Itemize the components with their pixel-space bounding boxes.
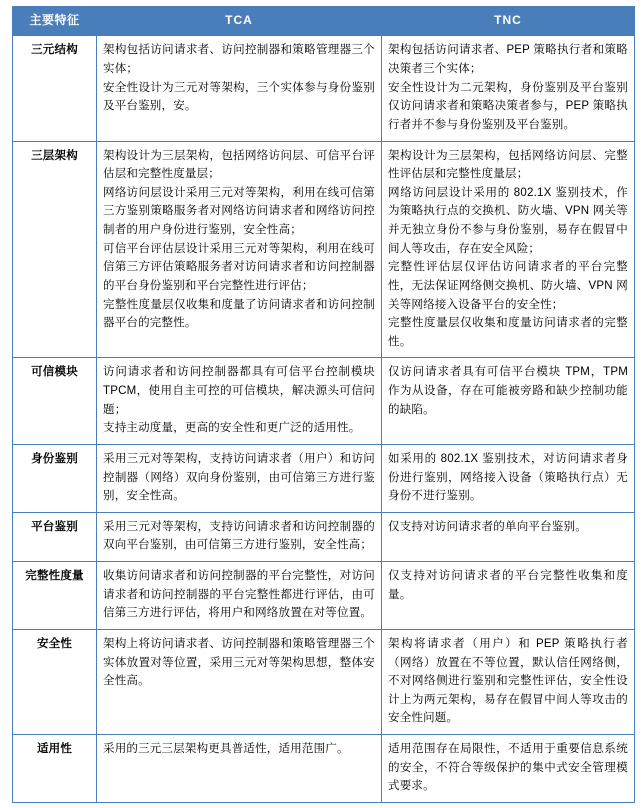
paragraph: 仅访问请求者具有可信平台模块 TPM，TPM 作为从设备，存在可能被旁路和缺少控制功能的缺陷。 <box>388 366 628 416</box>
column-header-tca: TCA <box>97 7 382 36</box>
paragraph: 仅支持对访问请求者的平台完整性收集和度量。 <box>388 570 628 601</box>
tnc-cell <box>382 141 635 358</box>
table-row <box>13 562 635 630</box>
tca-cell <box>97 141 382 358</box>
comparison-table-container <box>12 6 634 803</box>
paragraph: 安全性设计为三元对等架构，三个实体参与身份鉴别及平台鉴别，安。 <box>103 81 375 113</box>
tnc-cell <box>382 444 635 512</box>
paragraph: 完整性度量层仅收集和度量了访问请求者和访问控制器平台的完整性。 <box>103 298 375 330</box>
tca-cell <box>97 358 382 445</box>
feature-cell: 身份鉴别 <box>13 444 97 512</box>
paragraph: 架构上将访问请求者、访问控制器和策略管理器三个实体放置对等位置，采用三元对等架构思想，整体安全性高。 <box>103 637 375 688</box>
feature-cell: 平台鉴别 <box>13 512 97 561</box>
feature-cell: 三层架构 <box>13 141 97 358</box>
paragraph: 仅支持对访问请求者的单向平台鉴别。 <box>388 520 587 533</box>
paragraph: 网络访问层设计采用三元对等架构，利用在线可信第三方鉴别策略服务者对网络访问请求者和网络访问控制者的用户身份进行鉴别，安全性高； <box>103 186 375 237</box>
column-header-feature: 主要特征 <box>13 7 97 36</box>
paragraph: 访问请求者和访问控制器都具有可信平台控制模块 TPCM，使用自主可控的可信模块，解决源头可信问题； <box>103 366 375 416</box>
table-row <box>13 512 635 561</box>
tnc-cell <box>382 629 635 734</box>
table-row <box>13 358 635 445</box>
paragraph: 适用范围存在局限性，不适用于重要信息系统的安全，不符合等级保护的集中式安全管理模式要求。 <box>388 743 628 793</box>
paragraph: 架构设计为三层架构，包括网络访问层、完整性评估层和完整性度量层； <box>388 149 628 181</box>
paragraph: 架构设计为三层架构，包括网络访问层、可信平台评估层和完整性度量层； <box>103 149 375 181</box>
table-row <box>13 141 635 358</box>
table-header <box>13 7 635 36</box>
tca-cell <box>97 512 382 561</box>
feature-cell: 三元结构 <box>13 36 97 141</box>
table-header-row <box>13 7 635 36</box>
tca-cell <box>97 629 382 734</box>
paragraph: 支持主动度量，更高的安全性和更广泛的适用性。 <box>103 422 361 435</box>
table-body <box>13 36 635 803</box>
paragraph: 采用三元对等架构，支持访问请求者（用户）和访问控制器（网络）双向身份鉴别，由可信第三方进行鉴别，安全性高。 <box>103 452 375 503</box>
paragraph: 架构将请求者（用户）和 PEP 策略执行者（网络）放置在不等位置，默认信任网络侧，不对网络侧进行鉴别和完整性评估，安全性设计上为两元架构，易存在假冒中间人等攻击的安全性问题。 <box>388 637 628 725</box>
paragraph: 采用的三元三层架构更具普适性，适用范围广。 <box>103 743 349 756</box>
paragraph: 收集访问请求者和访问控制器的平台完整性，对访问请求者和访问控制器的平台完整性都进行评估，由可信第三方进行评估，将用户和网络放置在对等位置。 <box>103 570 375 620</box>
paragraph: 采用三元对等架构，支持访问请求者和访问控制器的双向平台鉴别，由可信第三方进行鉴别，安全性高； <box>103 520 375 552</box>
tnc-cell <box>382 735 635 803</box>
tnc-cell <box>382 36 635 141</box>
tnc-cell <box>382 512 635 561</box>
tca-cell <box>97 444 382 512</box>
table-row <box>13 444 635 512</box>
column-header-tnc: TNC <box>382 7 635 36</box>
paragraph: 如采用的 802.1X 鉴别技术，对访问请求者身份进行鉴别，网络接入设备（策略执行点）无身份不进行鉴别。 <box>388 452 628 503</box>
paragraph: 网络访问层设计采用的 802.1X 鉴别技术，作为策略执行点的交换机、防火墙、VPN 网关等并无独立身份不参与身份鉴别，易存在假冒中间人等攻击，存在安全风险； <box>388 186 628 255</box>
paragraph: 完整性评估层仅评估访问请求者的平台完整性，无法保证网络侧交换机、防火墙、VPN 网关等网络接入设备平台的安全性； <box>388 261 628 311</box>
tca-cell <box>97 735 382 803</box>
tca-cell <box>97 36 382 141</box>
table-row <box>13 36 635 141</box>
paragraph: 完整性度量层仅收集和度量访问请求者的完整性。 <box>388 317 628 348</box>
table-row <box>13 629 635 734</box>
paragraph: 架构包括访问请求者、访问控制器和策略管理器三个实体； <box>103 44 375 76</box>
feature-cell: 完整性度量 <box>13 562 97 630</box>
table-row <box>13 735 635 803</box>
feature-cell: 安全性 <box>13 629 97 734</box>
tnc-cell <box>382 358 635 445</box>
tca-tnc-comparison-table <box>12 6 635 803</box>
paragraph: 可信平台评估层设计采用三元对等架构，利用在线可信第三方评估策略服务者对访问请求者和访问控制器的平台身份鉴别和平台完整性进行评估； <box>103 242 375 292</box>
tnc-cell <box>382 562 635 630</box>
tca-cell <box>97 562 382 630</box>
feature-cell: 可信模块 <box>13 358 97 445</box>
paragraph: 架构包括访问请求者、PEP 策略执行者和策略决策者三个实体； <box>388 44 628 76</box>
paragraph: 安全性设计为二元架构，身份鉴别及平台鉴别仅访问请求者和策略决策者参与，PEP 策略执行者并不参与身份鉴别及平台鉴别。 <box>388 81 628 131</box>
feature-cell: 适用性 <box>13 735 97 803</box>
